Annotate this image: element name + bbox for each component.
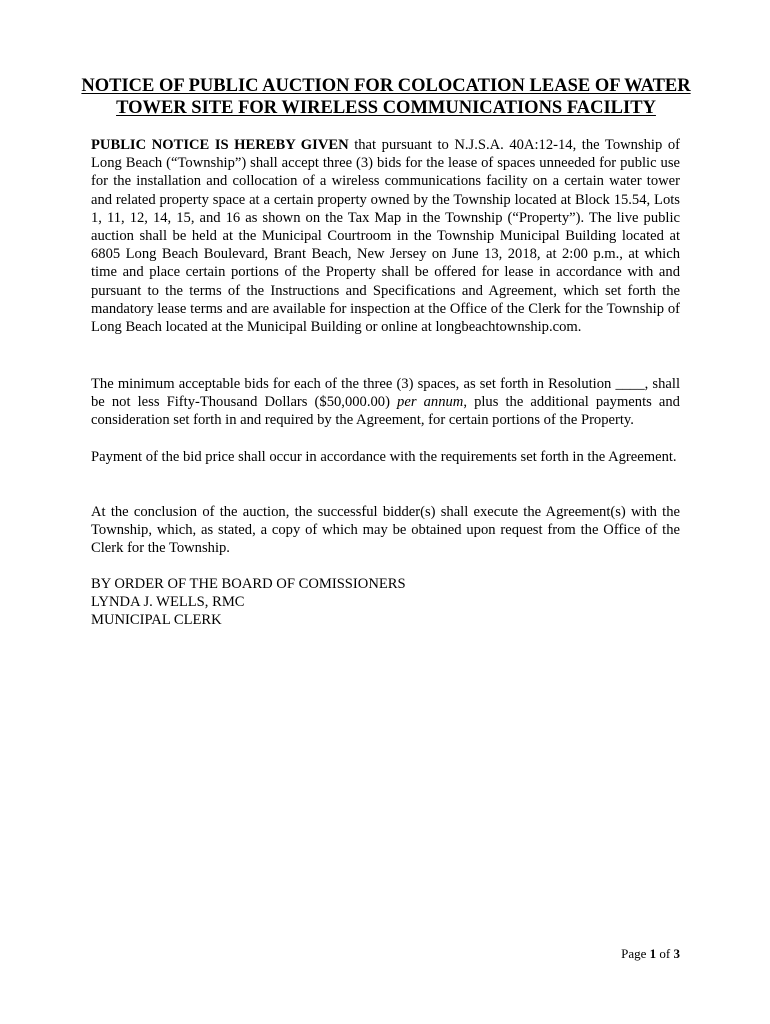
notice-title <box>80 75 692 119</box>
minimum-bids-emphasis: per annum <box>397 394 464 411</box>
page-total: 3 <box>673 946 680 961</box>
paragraph-conclusion: At the conclusion of the auction, the successful bidder(s) shall execute the Agreement(s) with the Township, which, as stated, a copy of which may be obtained upon request from the Office of the Clerk for the Township. <box>91 504 680 557</box>
signature-order-line: BY ORDER OF THE BOARD OF COMISSIONERS <box>91 576 406 592</box>
minimum-bids-text-before: The minimum acceptable bids for each of the three (3) spaces, as set forth in Resolution ____, shall be not less Fifty-Thousand Dollars ($50,000.00) <box>91 376 680 411</box>
page-current: 1 <box>649 946 657 961</box>
page-label: Page <box>621 946 650 961</box>
title-line-1: NOTICE OF PUBLIC AUCTION FOR COLOCATION LEASE OF WATER <box>81 76 691 96</box>
paragraph-payment: Payment of the bid price shall occur in accordance with the requirements set forth in the Agreement. <box>91 449 677 465</box>
paragraph-public-notice <box>91 136 680 336</box>
minimum-bids-text-after: , plus the additional payments and consideration set forth in and required by the Agreement, for certain portions of the Property. <box>91 394 680 429</box>
public-notice-lead: PUBLIC NOTICE IS HEREBY GIVEN <box>91 137 349 153</box>
title-line-2: TOWER SITE FOR WIRELESS COMMUNICATIONS FACILITY <box>116 98 656 118</box>
signature-name-line: LYNDA J. WELLS, RMC <box>91 594 245 611</box>
signature-title-line: MUNICIPAL CLERK <box>91 612 222 629</box>
page-of-label: of <box>656 946 674 961</box>
paragraph-minimum-bids <box>91 375 680 430</box>
public-notice-text: that pursuant to N.J.S.A. 40A:12-14, the Township of Long Beach (“Township”) shall accept three (3) bids for the lease of spaces unneeded for public use for the installation and collocation of a wireless communications facility on a certain water tower and related property space at a certain property owned by the Township located at Block 15.54, Lots 1, 11, 12, 14, 15, and 16 as shown on the Tax Map in the Township (“Property”). The live public auction shall be held at the Municipal Courtroom in the Township Municipal Building located at 6805 Long Beach Boulevard, Brant Beach, New Jersey on June 13, 2018, at 2:00 p.m., at which time and place certain portions of the Property shall be offered for lease in accordance with and pursuant to the terms of the Instructions and Specifications and Agreement, which set forth the mandatory lease terms and are available for inspection at the Office of the Clerk for the Township of Long Beach located at the Municipal Building or online at longbeachtownship.com. <box>91 137 680 336</box>
page-number <box>621 946 680 962</box>
signature-block <box>91 575 680 630</box>
